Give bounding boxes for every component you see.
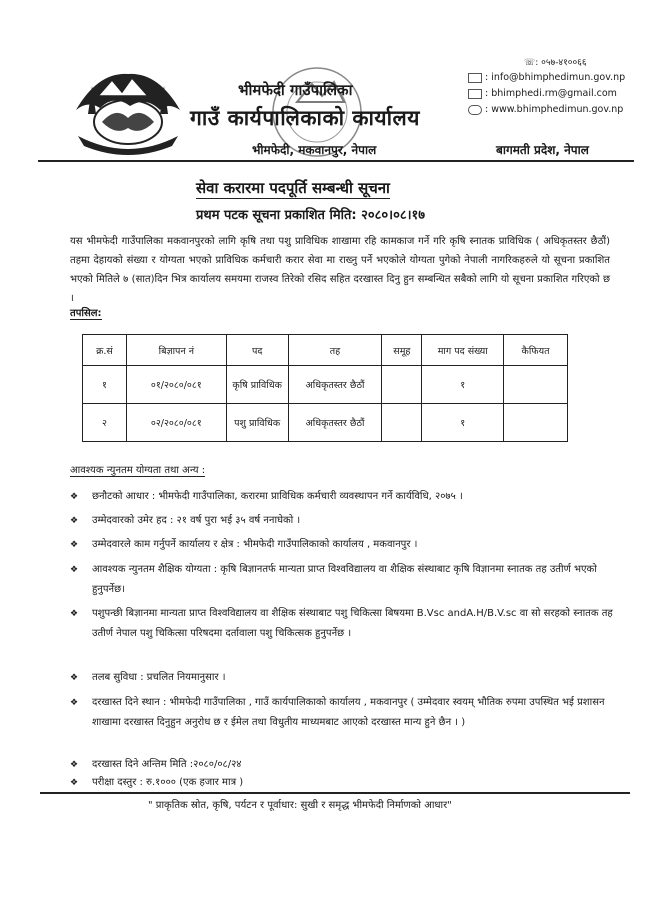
cell-advertisement-no: ०२/२०८०/०८१	[126, 404, 226, 442]
phone-number: ☏: ०५७-४१००६६	[524, 58, 587, 68]
list-item: ❖ छनौटको आधार : भीमफेदी गाउँपालिका, करारमा प्राविधिक कर्मचारी व्यवस्थापन गर्ने कार्यविधि, २०७५ ।	[70, 487, 620, 507]
diamond-bullet-icon: ❖	[70, 540, 79, 550]
diamond-bullet-icon: ❖	[70, 698, 79, 708]
diamond-bullet-icon: ❖	[70, 516, 79, 526]
header-sn: क्र.सं	[83, 335, 127, 366]
cell-remarks	[504, 404, 568, 442]
list-item: ❖ उम्मेदवारको उमेर हद : २१ वर्ष पुरा भई ३५ वर्ष ननाघेको ।	[70, 511, 620, 531]
vacancy-table	[82, 334, 568, 442]
cell-post: पशु प्राविधिक	[226, 404, 288, 442]
requirements-heading: आवश्यक न्युनतम योग्यता तथा अन्य :	[70, 462, 205, 477]
email-icon	[468, 89, 482, 99]
list-item: ❖ दरखास्त दिने स्थान : भीमफेदी गाउँपालिका , गाउँ कार्यपालिकाको कार्यालय , मकवानपुर ( उम्मेदवार स्वयम् भौतिक रुपमा उपस्थित भई प्रशासन शाखामा दरखास्त दिनुहुन अनुरोध छ र ईमेल तथा विधुतीय माध्यमबाट आएको दरखास्त मान्य हुने छैन । )	[70, 693, 620, 733]
diamond-bullet-icon: ❖	[70, 673, 79, 683]
notice-body: यस भीमफेदी गाउँपालिका मकवानपुरको लागि कृषि तथा पशु प्राविधिक शाखामा रहि कामकाज गर्ने गरि कृषि स्नातक प्राविधिक ( अधिकृतस्तर छैठौं) तहमा देहायको संख्या र योग्यता भएको प्राविधिक कर्मचारी करार सेवा मा राख्नु पर्ने भएकोले योग्यता पुगेको नेपाली नागरिकहरुले यो सूचना प्रकाशित भएको मितिले ७ (सात)दिन भित्र कार्यालय समयमा राजस्व तिरेको रसिद सहित दरखास्त दिनु हुन सम्बन्धित सबैको लागि यो सूचना प्रकाशित गरिएको छ ।	[70, 236, 610, 304]
table-header-row	[83, 335, 568, 366]
office-address: भीमफेदी, मकवानपुर, नेपाल	[252, 143, 377, 157]
list-item: ❖ दरखास्त दिने अन्तिम मिति :२०८०/०८/२४	[70, 755, 620, 775]
contact-email-1[interactable]: : info@bhimphedimun.gov.np	[468, 72, 625, 83]
diamond-bullet-icon: ❖	[70, 760, 79, 770]
cell-demand-count: १	[422, 404, 504, 442]
header-divider	[38, 160, 634, 162]
list-item: ❖ परीक्षा दस्तुर : रु.१००० (एक हजार मात्र )	[70, 773, 620, 793]
email-icon	[468, 73, 482, 83]
header-group: समूह	[382, 335, 422, 366]
table-row	[83, 366, 568, 404]
diamond-bullet-icon: ❖	[70, 778, 79, 788]
municipality-name: भीमफेदी गाउँपालिका	[238, 81, 353, 99]
header-advertisement-no: बिज्ञापन नं	[126, 335, 226, 366]
list-item: ❖ पशुपन्छी बिज्ञानमा मान्यता प्राप्त विश्वविद्यालय वा शैक्षिक संस्थाबाट पशु चिकित्सा बिषयमा B.Vsc andA.H/B.V.sc वा सो सरहको स्नातक तह उतीर्ण नेपाल पशु चिकित्सा परिषदमा दर्तावाला पशु चिकित्सक हुनुपर्नेछ ।	[70, 604, 620, 644]
table-row	[83, 404, 568, 442]
cell-sn: २	[83, 404, 127, 442]
header-level: तह	[288, 335, 382, 366]
cell-group	[382, 404, 422, 442]
list-item: ❖ तलब सुविधा : प्रचलित नियमानुसार ।	[70, 668, 620, 688]
province-name: बागमती प्रदेश, नेपाल	[496, 143, 589, 157]
cell-level: अधिकृतस्तर छैठौं	[288, 404, 382, 442]
notice-title: सेवा करारमा पदपूर्ति सम्बन्धी सूचना	[196, 179, 390, 197]
details-label: तपसिल:	[70, 305, 102, 320]
diamond-bullet-icon: ❖	[70, 492, 79, 502]
diamond-bullet-icon: ❖	[70, 609, 79, 619]
footer-divider	[40, 792, 630, 794]
cell-remarks	[504, 366, 568, 404]
office-name: गाउँ कार्यपालिकाको कार्यालय	[190, 106, 420, 130]
web-icon	[468, 105, 482, 115]
cell-sn: १	[83, 366, 127, 404]
list-item: ❖ उम्मेदवारले काम गर्नुपर्ने कार्यालय र क्षेत्र : भीमफेदी गाउँपालिकाको कार्यालय , मकवानपुर ।	[70, 535, 620, 555]
cell-advertisement-no: ०१/२०८०/०८१	[126, 366, 226, 404]
header-demand-count: माग पद संख्या	[422, 335, 504, 366]
cell-post: कृषि प्राविधिक	[226, 366, 288, 404]
cell-demand-count: १	[422, 366, 504, 404]
cell-level: अधिकृतस्तर छैठौं	[288, 366, 382, 404]
diamond-bullet-icon: ❖	[70, 565, 79, 575]
header-post: पद	[226, 335, 288, 366]
nepal-emblem-logo	[68, 66, 188, 158]
cell-group	[382, 366, 422, 404]
contact-email-2[interactable]: : bhimphedi.rm@gmail.com	[468, 88, 617, 99]
notice-subtitle: प्रथम पटक सूचना प्रकाशित मिति: २०८०।०८।१७	[196, 208, 426, 223]
footer-motto: " प्राकृतिक स्रोत, कृषि, पर्यटन र पूर्वाधार: सुखी र समृद्ध भीमफेदी निर्माणको आधार"	[148, 800, 452, 811]
list-item: ❖ आवश्यक न्युनतम शैक्षिक योग्यता : कृषि बिज्ञानतर्फ मान्यता प्राप्त विश्वविद्यालय वा शैक्षिक संस्थाबाट कृषि विज्ञानमा स्नातक तह उतीर्ण भएको हुनुपर्नेछ।	[70, 560, 620, 600]
contact-website[interactable]: : www.bhimphedimun.gov.np	[468, 104, 623, 115]
header-remarks: कैफियत	[504, 335, 568, 366]
